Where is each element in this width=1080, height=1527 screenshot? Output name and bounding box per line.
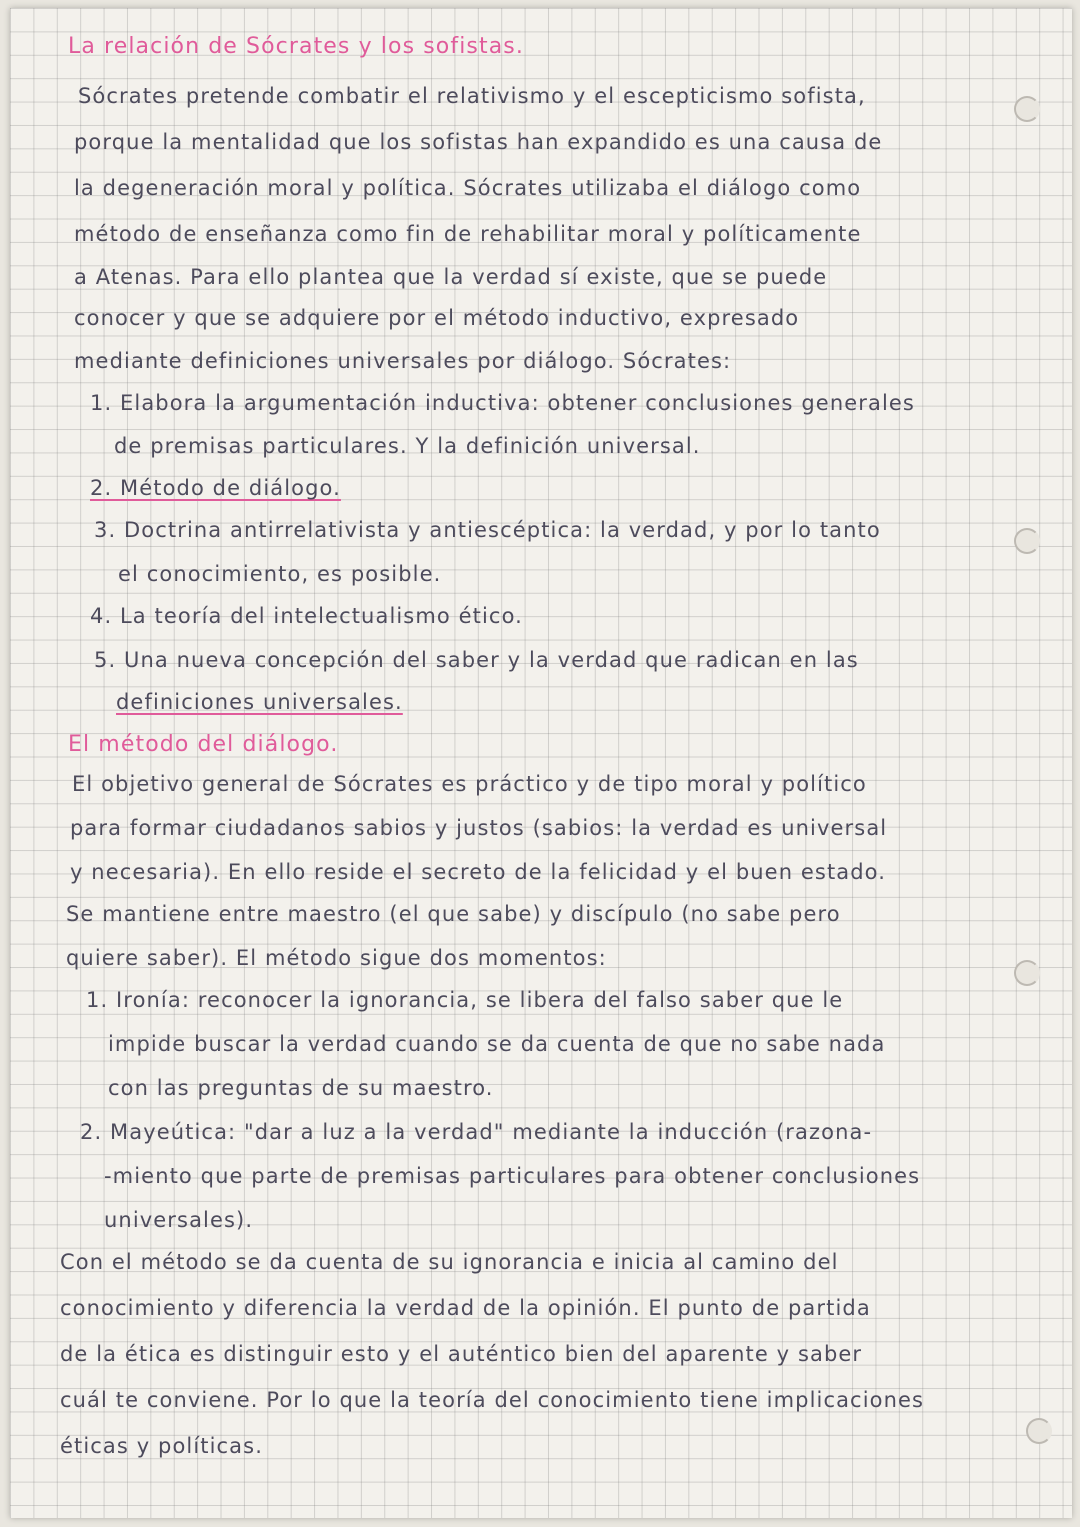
text-line: El objetivo general de Sócrates es práctico y de tipo moral y político [72,772,867,796]
text-line: conocer y que se adquiere por el método inductivo, expresado [74,306,800,330]
list-item-continuation: el conocimiento, es posible. [118,562,442,586]
list-item: 2. Método de diálogo. [90,476,341,500]
list-item: 1. Elabora la argumentación inductiva: obtener conclusiones generales [90,391,915,415]
list-item-continuation: de premisas particulares. Y la definición universal. [114,434,701,458]
list-item: 2. Mayeútica: "dar a luz a la verdad" mediante la inducción (razona- [80,1120,873,1144]
list-item-continuation: impide buscar la verdad cuando se da cuenta de que no sabe nada [108,1032,886,1056]
text-line: para formar ciudadanos sabios y justos (sabios: la verdad es universal [70,816,888,840]
list-item: 4. La teoría del intelectualismo ético. [90,604,523,628]
text-line: método de enseñanza como fin de rehabilitar moral y políticamente [74,222,862,246]
section-title: La relación de Sócrates y los sofistas. [68,34,524,59]
notebook-page [10,8,1072,1518]
text-line: Sócrates pretende combatir el relativismo y el escepticismo sofista, [78,84,866,108]
text-line: y necesaria). En ello reside el secreto de la felicidad y el buen estado. [70,860,887,884]
binder-hole [1014,96,1040,122]
text-line: conocimiento y diferencia la verdad de la opinión. El punto de partida [60,1296,871,1320]
text-line: a Atenas. Para ello plantea que la verdad sí existe, que se puede [74,265,828,289]
text-line: porque la mentalidad que los sofistas han expandido es una causa de [74,130,883,154]
text-line: cuál te conviene. Por lo que la teoría del conocimiento tiene implicaciones [60,1388,925,1412]
list-item-continuation: definiciones universales. [116,690,403,714]
list-item-continuation: con las preguntas de su maestro. [108,1076,494,1100]
list-item: 3. Doctrina antirrelativista y antiescéptica: la verdad, y por lo tanto [94,518,881,542]
binder-hole [1014,528,1040,554]
list-item-continuation: -miento que parte de premisas particulares para obtener conclusiones [104,1164,921,1188]
text-line: Con el método se da cuenta de su ignorancia e inicia al camino del [60,1250,839,1274]
text-line: de la ética es distinguir esto y el auténtico bien del aparente y saber [60,1342,863,1366]
section-title: El método del diálogo. [68,732,339,757]
list-item: 5. Una nueva concepción del saber y la verdad que radican en las [94,648,859,672]
text-line: mediante definiciones universales por diálogo. Sócrates: [74,349,732,373]
text-line: éticas y políticas. [60,1434,263,1458]
binder-hole [1026,1418,1052,1444]
text-line: quiere saber). El método sigue dos momentos: [66,946,607,970]
list-item: 1. Ironía: reconocer la ignorancia, se libera del falso saber que le [86,988,844,1012]
list-item-continuation: universales). [104,1208,254,1232]
text-line: Se mantiene entre maestro (el que sabe) y discípulo (no sabe pero [66,902,841,926]
binder-hole [1014,960,1040,986]
text-line: la degeneración moral y política. Sócrates utilizaba el diálogo como [74,176,862,200]
